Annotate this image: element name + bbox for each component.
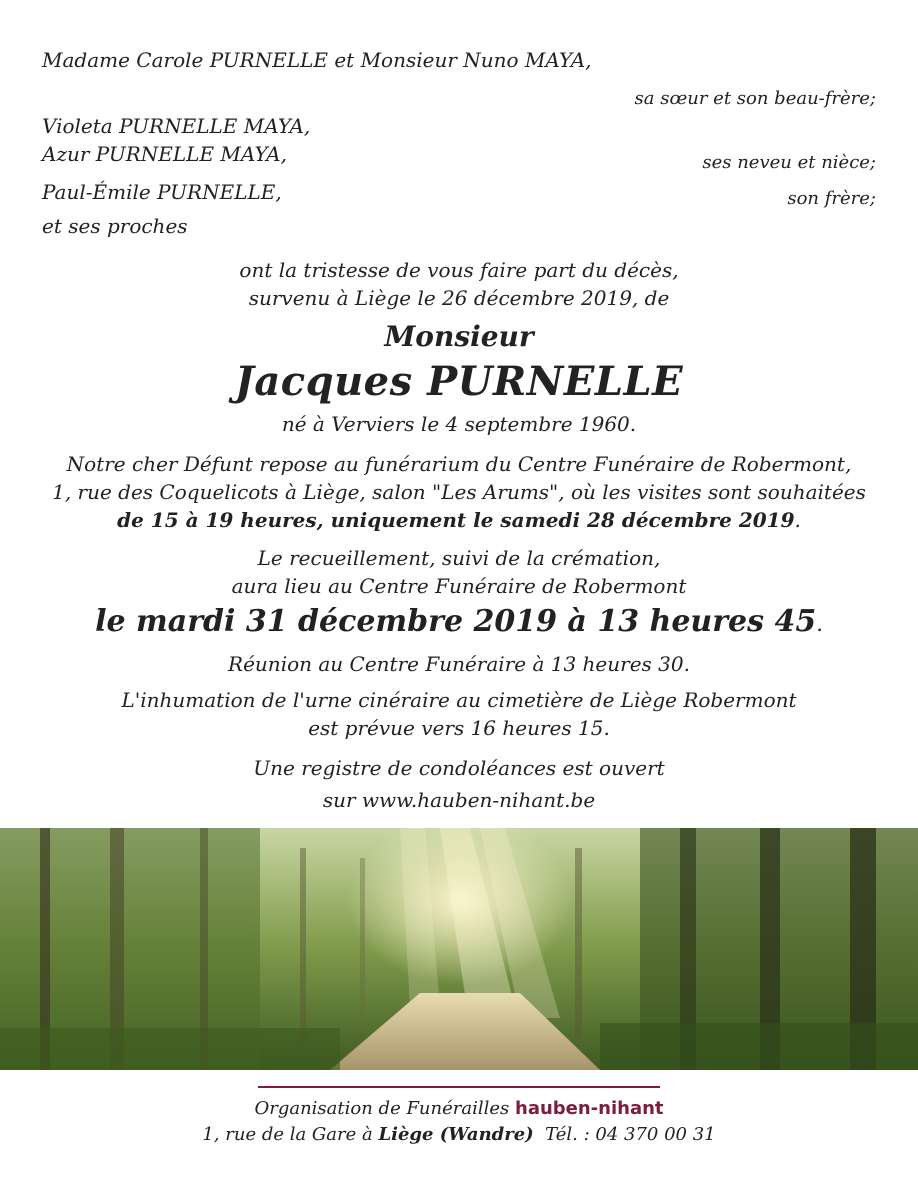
visitation-line-1: Notre cher Défunt repose au funérarium du Centre Funéraire de Robermont, (66, 452, 852, 476)
condolences-line-2: sur www.hauben-nihant.be (322, 788, 596, 812)
family-line-2: Violeta PURNELLE MAYA, (42, 114, 311, 138)
footer-brand: hauben-nihant (515, 1098, 664, 1119)
deceased-title: Monsieur (384, 320, 534, 353)
relation-sister: sa sœur et son beau-frère; (634, 88, 876, 109)
visitation-line-2: 1, rue des Coquelicots à Liège, salon "Les Arums", où les visites sont souhaitées (52, 480, 866, 504)
ceremony-date-text: le mardi 31 décembre 2019 à 13 heures 45 (95, 604, 817, 639)
footer-organisation (0, 1098, 918, 1119)
footer-address (0, 1124, 918, 1145)
relation-brother: son frère; (787, 188, 876, 209)
visitation-hours (0, 508, 918, 532)
burial-line-2: est prévue vers 16 heures 15. (308, 716, 610, 740)
ceremony-date (0, 604, 918, 639)
footer-addr-prefix: 1, rue de la Gare à (202, 1124, 379, 1145)
ceremony-date-end: . (816, 612, 823, 636)
footer-divider (258, 1086, 660, 1088)
announcement-line-1: ont la tristesse de vous faire part du décès, (239, 258, 679, 282)
family-line-5: et ses proches (42, 214, 188, 238)
ceremony-meeting: Réunion au Centre Funéraire à 13 heures 30. (228, 652, 690, 676)
footer-addr-city: Liège (Wandre) (378, 1124, 534, 1145)
family-line-4: Paul-Émile PURNELLE, (42, 180, 282, 204)
footer-tel: Tél. : 04 370 00 31 (545, 1124, 716, 1145)
footer-org-prefix: Organisation de Funérailles (254, 1098, 515, 1119)
family-line-3: Azur PURNELLE MAYA, (42, 142, 287, 166)
condolences-line-1: Une registre de condoléances est ouvert (253, 756, 665, 780)
visitation-hours-end: . (794, 508, 801, 532)
family-line-1: Madame Carole PURNELLE et Monsieur Nuno MAYA, (42, 48, 592, 72)
deceased-name: Jacques PURNELLE (234, 358, 684, 405)
forest-path-image (0, 828, 918, 1070)
ceremony-line-1: Le recueillement, suivi de la crémation, (257, 546, 661, 570)
burial-line-1: L'inhumation de l'urne cinéraire au cimetière de Liège Robermont (121, 688, 797, 712)
ceremony-line-2: aura lieu au Centre Funéraire de Robermont (231, 574, 687, 598)
visitation-hours-text: de 15 à 19 heures, uniquement le samedi 28 décembre 2019 (117, 508, 795, 532)
relation-nephew-niece: ses neveu et nièce; (702, 152, 876, 173)
deceased-birth: né à Verviers le 4 septembre 1960. (281, 412, 637, 436)
announcement-line-2: survenu à Liège le 26 décembre 2019, de (248, 286, 670, 310)
